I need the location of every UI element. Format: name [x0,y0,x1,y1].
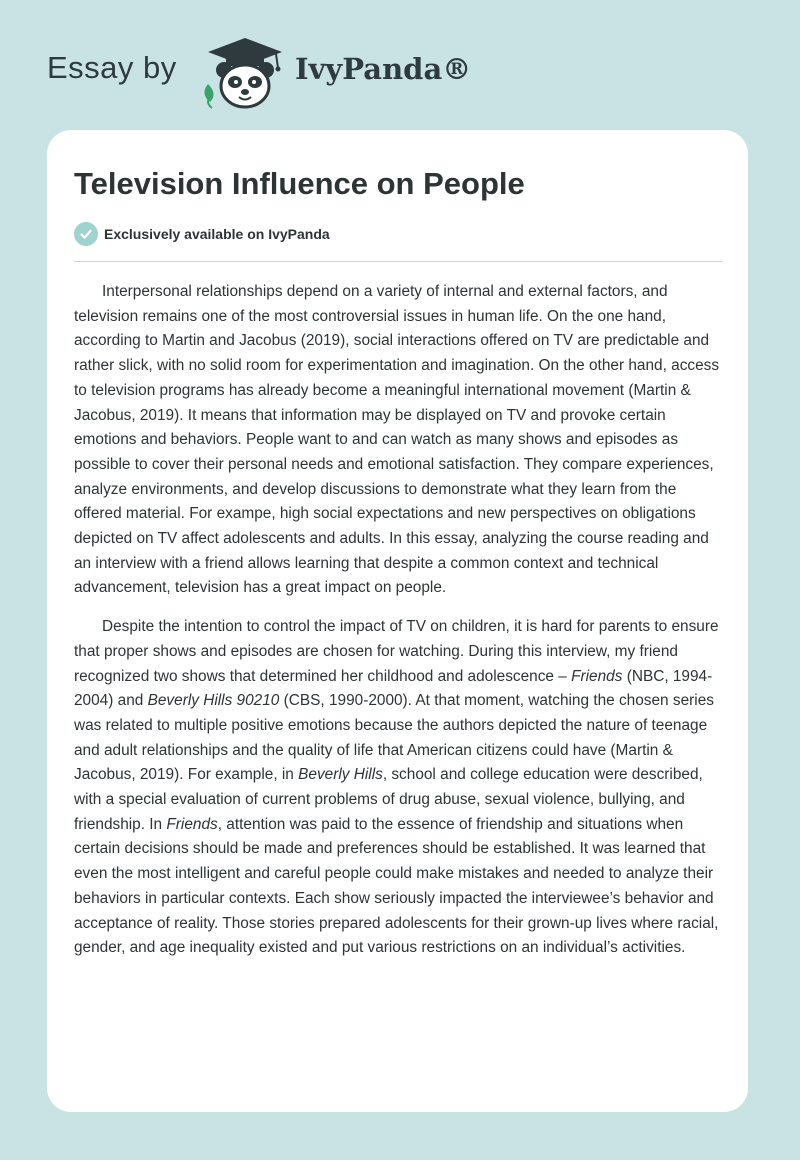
show-title-beverly-hills: Beverly Hills [298,766,383,784]
check-circle-icon [74,222,98,246]
paragraph [74,615,724,961]
text-segment: , attention was paid to the essence of friendship and situations when certain decisions should be made and preferences should be established. It was learned that even the most intelligent and careful people could make mistakes and needed to analyze their behaviors in particular contexts. Each show seriously impacted the interviewee’s behavior and acceptance of reality. Those stories prepared adolescents for their grown-up lives where racial, gender, and age inequality existed and put various restrictions on an individual’s activities. [74,815,719,957]
text-segment: (NBC, 1994-2004) and [74,667,713,710]
paragraph [74,280,724,601]
text-segment: , school and college education were described, with a special evaluation of current problems of drug abuse, sexual violence, bullying, and friendship. In [74,766,703,833]
text-segment: Despite the intention to control the impact of TV on children, it is hard for parents to ensure that proper shows and episodes are chosen for watching. During this interview, my friend recognized two shows that determined her childhood and adolescence – [74,618,719,685]
show-title-friends: Friends [571,667,623,685]
brand-prefix: Essay by [47,50,177,85]
panda-graduate-icon[interactable] [198,36,292,110]
site-header [0,0,800,130]
text-segment: (CBS, 1990-2000). At that moment, watching the chosen series was related to multiple positive emotions because the authors depicted the nature of teenage and adult relationships and the quality of life that American citizens could have (Martin & Jacobus, 2019). For example, in [74,692,714,784]
brand-name[interactable]: IvyPanda® [295,52,472,86]
show-title-friends: Friends [166,815,218,833]
essay-body [74,280,724,975]
page-title: Television Influence on People [74,166,525,201]
badge-text: Exclusively available on IvyPanda [104,226,330,242]
essay-card [47,130,748,1112]
divider [74,261,722,262]
exclusive-badge [74,222,330,246]
text-segment: Interpersonal relationships depend on a variety of internal and external factors, and television remains one of the most controversial issues in human life. On the one hand, according to Martin and Jacobus (2019), social interactions offered on TV are predictable and rather slick, with no solid room for experimentation and imagination. On the other hand, access to television programs has already become a meaningful international movement (Martin & Jacobus, 2019). It means that information may be displayed on TV and provoke certain emotions and behaviors. People want to and can watch as many shows and episodes as possible to cover their personal needs and emotional satisfaction. They compare experiences, analyze environments, and develop discussions to demonstrate what they learn from the offered material. For exampe, high social expectations and new perspectives on obligations depicted on TV affect adolescents and adults. In this essay, analyzing the course reading and an interview with a friend allows learning that despite a common context and technical advancement, television has a great impact on people. [74,283,720,597]
show-title-beverly-hills-90210: Beverly Hills 90210 [147,692,280,710]
